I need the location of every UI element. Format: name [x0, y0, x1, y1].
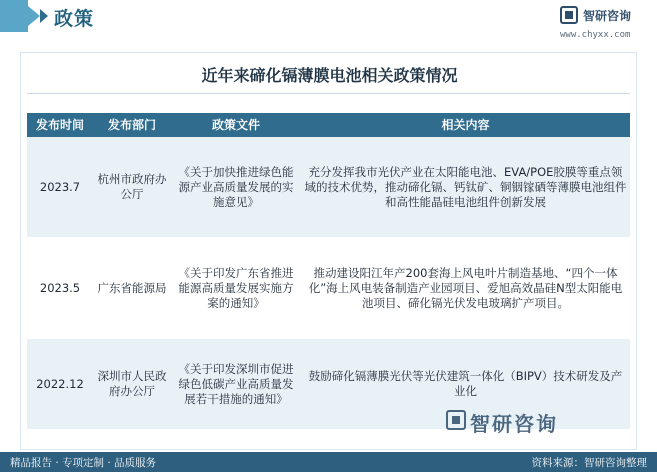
cell-document: [171, 237, 301, 339]
table-header: [27, 113, 630, 137]
cell-content: [301, 237, 630, 339]
watermark-brand: 智研咨询: [470, 412, 558, 436]
cell-document: [171, 137, 301, 237]
cell-document-text: 《关于印发广东省推进能源高质量发展实施方案的通知》: [178, 265, 294, 310]
brand-logo-icon: [560, 6, 578, 24]
footer-source: 资料来源：智研咨询整理: [531, 457, 647, 469]
cell-date: 2022.12: [36, 376, 84, 391]
section-title: 政策: [54, 8, 95, 30]
header-arrow-small-icon: [40, 9, 48, 23]
cell-content-text: 充分发挥我市光伏产业在太阳能电池、EVA/POE胶膜等重点领域的技术优势，推动碲化镉、钙钛矿、铜铟镓硒等薄膜电池组件和高性能晶硅电池组件创新发展: [304, 164, 627, 209]
table-row: [27, 237, 630, 339]
cell-document: [171, 339, 301, 429]
table-row: [27, 137, 630, 237]
cell-content: [301, 137, 630, 237]
brand-name: 智研咨询: [583, 9, 632, 23]
column-header-department: 发布部门: [107, 118, 156, 132]
header-arrow-icon: [28, 6, 40, 26]
cell-department: [93, 237, 171, 339]
cell-department-text: 杭州市政府办公厅: [97, 172, 167, 201]
cell-document-text: 《关于印发深圳市促进绿色低碳产业高质量发展若干措施的通知》: [178, 361, 294, 406]
column-header-document: 政策文件: [211, 118, 260, 132]
column-header-date: 发布时间: [35, 118, 84, 132]
cell-date: 2023.5: [39, 280, 81, 295]
cell-department: [93, 137, 171, 237]
content-panel: [20, 52, 637, 450]
footer-slogan: 精品报告 · 专项定制 · 品质服务: [10, 457, 157, 469]
brand-url[interactable]: www.chyxx.com: [560, 30, 631, 40]
cell-department-text: 深圳市人民政府办公厅: [97, 369, 167, 398]
page-header: [0, 0, 657, 46]
cell-content-text: 推动建设阳江年产200套海上风电叶片制造基地、“四个一体化”海上风电装备制造产业园项目、爱旭高效晶硅N型太阳能电池项目、碲化镉光伏发电玻璃扩产项目。: [308, 265, 623, 310]
cell-department-text: 广东省能源局: [97, 280, 167, 295]
cell-date: 2023.7: [39, 179, 81, 194]
title-divider: [27, 93, 630, 94]
page-footer: [0, 452, 657, 472]
column-header-content: 相关内容: [441, 118, 490, 132]
header-accent-bar: [0, 0, 28, 32]
watermark-logo-icon: [446, 410, 466, 430]
cell-department: [93, 339, 171, 429]
cell-document-text: 《关于加快推进绿色能源产业高质量发展的实施意见》: [178, 164, 294, 209]
cell-content-text: 鼓励碲化镉薄膜光伏等光伏建筑一体化（BIPV）技术研发及产业化: [308, 369, 623, 398]
table-title: 近年来碲化镉薄膜电池相关政策情况: [201, 66, 458, 85]
